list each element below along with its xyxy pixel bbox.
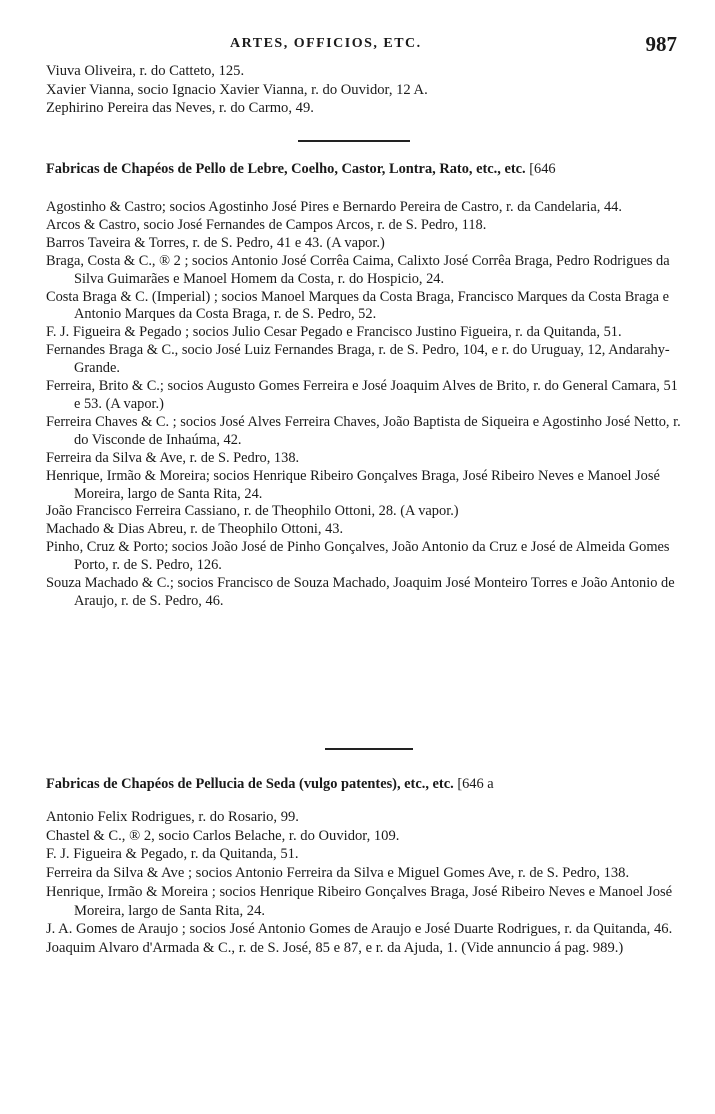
list-item: Arcos & Castro, socio José Fernandes de Campos Arcos, r. de S. Pedro, 118. bbox=[46, 216, 487, 233]
list-item: Ferreira da Silva & Ave ; socios Antonio Ferreira da Silva e Miguel Gomes Ave, r. de S. Pedro, 138. bbox=[46, 865, 630, 882]
list-item: F. J. Figueira & Pegado, r. da Quitanda, 51. bbox=[46, 846, 299, 863]
section-title-text: Fabricas de Chapéos de Pello de Lebre, Coelho, Castor, Lontra, Rato, etc., etc. bbox=[46, 161, 526, 177]
section-title bbox=[46, 160, 686, 178]
list-item: Viuva Oliveira, r. do Catteto, 125. bbox=[46, 63, 245, 79]
section-ref: [646 bbox=[529, 161, 556, 177]
section-title bbox=[46, 775, 686, 793]
list-item: Henrique, Irmão & Moreira ; socios Henrique Ribeiro Gonçalves Braga, José Ribeiro Neves e Manoel José Moreira, largo de Santa Rita, 24. bbox=[46, 883, 673, 919]
list-item: Souza Machado & C.; socios Francisco de Souza Machado, Joaquim José Monteiro Torres e João Antonio de Araujo, r. de S. Pedro, 46. bbox=[46, 575, 675, 609]
list-item: Costa Braga & C. (Imperial) ; socios Manoel Marques da Costa Braga, Francisco Marques da Costa Braga e Antonio Marques da Costa Braga, r. de S. Pedro, 52. bbox=[46, 288, 670, 323]
list-item: Antonio Felix Rodrigues, r. do Rosario, 99. bbox=[46, 809, 299, 825]
section-entries bbox=[46, 808, 686, 958]
section-title-text: Fabricas de Chapéos de Pellucia de Seda (vulgo patentes), etc., etc. bbox=[46, 776, 454, 792]
list-item: J. A. Gomes de Araujo ; socios José Antonio Gomes de Araujo e José Duarte Rodrigues, r. da Quitanda, 46. bbox=[46, 921, 673, 938]
continued-entries bbox=[46, 62, 686, 118]
section-divider bbox=[325, 748, 413, 750]
list-item: Machado & Dias Abreu, r. de Theophilo Ottoni, 43. bbox=[46, 521, 344, 538]
list-item: Chastel & C., ® 2, socio Carlos Belache, r. do Ouvidor, 109. bbox=[46, 827, 400, 844]
list-item: Joaquim Alvaro d'Armada & C., r. de S. José, 85 e 87, e r. da Ajuda, 1. (Vide annuncio á pag. 989.) bbox=[46, 939, 624, 956]
list-item: Braga, Costa & C., ® 2 ; socios Antonio José Corrêa Caima, Calixto José Corrêa Braga, Pedro Rodrigues da Silva Guimarães e Manoel Homem da Costa, r. do Hospicio, 24. bbox=[46, 252, 670, 287]
list-item: Pinho, Cruz & Porto; socios João José de Pinho Gonçalves, João Antonio da Cruz e José de Almeida Gomes Porto, r. de S. Pedro, 126. bbox=[46, 539, 670, 574]
section-entries bbox=[46, 199, 686, 611]
list-item: Ferreira Chaves & C. ; socios José Alves Ferreira Chaves, João Baptista de Siqueira e Agostinho José Netto, r. do Visconde de Inhaúma, 42. bbox=[46, 413, 681, 448]
list-item: João Francisco Ferreira Cassiano, r. de Theophilo Ottoni, 28. (A vapor.) bbox=[46, 503, 459, 520]
list-item: Xavier Vianna, socio Ignacio Xavier Vianna, r. do Ouvidor, 12 A. bbox=[46, 81, 428, 98]
section-divider bbox=[298, 140, 410, 142]
list-item: Barros Taveira & Torres, r. de S. Pedro, 41 e 43. (A vapor.) bbox=[46, 234, 385, 251]
page-number: 987 bbox=[645, 32, 677, 56]
list-item: F. J. Figueira & Pegado ; socios Julio Cesar Pegado e Francisco Justino Figueira, r. da Quitanda, 51. bbox=[46, 324, 622, 341]
list-item: Ferreira, Brito & C.; socios Augusto Gomes Ferreira e José Joaquim Alves de Brito, r. do General Camara, 51 e 53. (A vapor.) bbox=[46, 378, 678, 412]
list-item: Fernandes Braga & C., socio José Luiz Fernandes Braga, r. de S. Pedro, 104, e r. do Uruguay, 12, Andarahy-Grande. bbox=[46, 342, 670, 377]
list-item: Zephirino Pereira das Neves, r. do Carmo, 49. bbox=[46, 100, 314, 117]
section-ref: [646 a bbox=[457, 776, 494, 792]
running-head: ARTES, OFFICIOS, ETC. bbox=[230, 36, 422, 51]
list-item: Ferreira da Silva & Ave, r. de S. Pedro, 138. bbox=[46, 449, 300, 466]
list-item: Henrique, Irmão & Moreira; socios Henrique Ribeiro Gonçalves Braga, José Ribeiro Neves e Manoel José Moreira, largo de Santa Rita, 24. bbox=[46, 467, 660, 502]
list-item: Agostinho & Castro; socios Agostinho José Pires e Bernardo Pereira de Castro, r. da Candelaria, 44. bbox=[46, 199, 622, 215]
page-header bbox=[0, 32, 715, 56]
